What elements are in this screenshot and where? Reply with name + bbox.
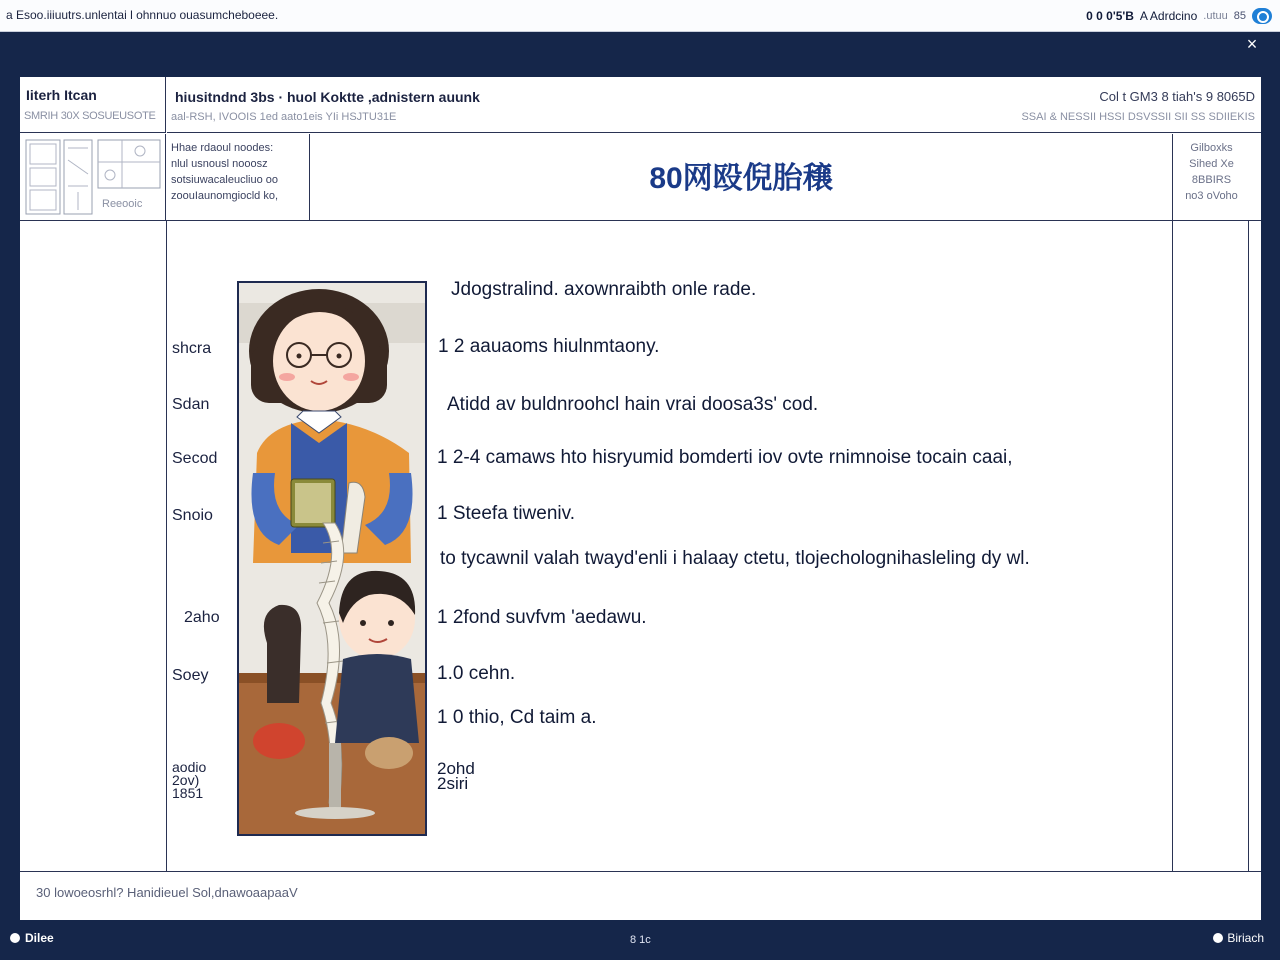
stamp-block xyxy=(22,134,166,220)
top-bar-right xyxy=(1086,7,1272,25)
header-right-cell xyxy=(827,77,1261,133)
header-right-primary: Col t GM3 8 tiah's 9 8065D xyxy=(1099,89,1255,104)
header-mid-cell xyxy=(167,77,827,133)
header-left-primary: Iiterh Itcan xyxy=(26,87,97,103)
status-left-label: Dilee xyxy=(25,931,54,945)
banner-right-note: 8BBIRS xyxy=(1191,174,1232,186)
banner-note: zoouIaunomgiocld ko, xyxy=(171,190,279,202)
header-mid-secondary: aal-RSH, IVOOIS 1ed aato1eis YIi HSJTU31E xyxy=(171,111,397,123)
banner-row xyxy=(20,134,1261,221)
content-line-part: 2siri xyxy=(437,774,469,793)
row-label-line: 1851 xyxy=(172,785,204,801)
row-label: Snoio xyxy=(172,507,213,524)
document-code: 0 0 0'5'B xyxy=(1086,9,1134,23)
content-line-multiline xyxy=(437,761,475,791)
document-title: a Esoo.iiiuutrs.unlentai l ohnnuo ouasumcheboeee. xyxy=(6,8,279,22)
content-line: Jdogstralind. axownraibth onle rade. xyxy=(451,279,757,300)
row-label: Sdan xyxy=(172,396,210,413)
footer-note: 30 lowoeosrhl? Hanidieuel Sol,dnawoaapaaV xyxy=(36,885,298,900)
account-name[interactable]: A Adrdcino xyxy=(1139,9,1198,23)
status-right-button[interactable] xyxy=(1213,931,1264,945)
content-line: to tycawnil valah twayd'enli i halaay ctetu, tlojecholognihasleling dy wl. xyxy=(440,548,1030,569)
divider xyxy=(1172,221,1173,871)
row-label: Secod xyxy=(172,450,218,467)
divider xyxy=(20,871,1261,872)
header-right-secondary: SSAI & NESSII HSSI DSVSSII SII SS SDIIEKIS xyxy=(1021,111,1255,123)
banner-right-note: Sihed Xe xyxy=(1189,158,1234,170)
row-label-multiline xyxy=(172,761,206,800)
seal-stamp-icon xyxy=(22,134,166,220)
stamp-label: Reeooic xyxy=(102,198,143,210)
status-left-button[interactable] xyxy=(10,931,54,945)
banner-note: Hhae rdaoul noodes: xyxy=(171,142,274,154)
header-mid-primary: hiusitndnd 3bs · huol Koktte ,adnistern auunk xyxy=(175,89,480,105)
meta-text: .utuu xyxy=(1203,10,1228,22)
content-line: 1 2fond suvfvm 'aedawu. xyxy=(437,607,647,628)
content-line: Atidd av buldnroohcl hain vrai doosa3s' cod. xyxy=(447,394,819,415)
row-label-line: aodio xyxy=(172,759,207,775)
content-line-part: 2ohd xyxy=(437,759,475,778)
banner-right-note: no3 oVoho xyxy=(1185,190,1238,202)
content-line: 1 2 aauaoms hiulnmtaony. xyxy=(438,336,660,357)
info-icon xyxy=(1213,933,1223,943)
close-button[interactable]: × xyxy=(1246,34,1258,54)
banner-notes xyxy=(167,134,310,220)
banner-note: nlul usnousl nooosz xyxy=(171,158,268,170)
content-line: 1 2-4 camaws hto hisryumid bomderti iov ovte rnimnoise tocain caai, xyxy=(437,447,1013,468)
content-line: 1.0 cehn. xyxy=(437,663,516,684)
row-label: shcra xyxy=(172,340,212,357)
top-bar xyxy=(0,0,1280,32)
divider xyxy=(166,221,167,871)
profile-badge-icon[interactable] xyxy=(1252,8,1272,24)
content-line: 1 0 thio, Cd taim a. xyxy=(437,707,597,728)
status-right-label: Biriach xyxy=(1227,931,1264,945)
divider xyxy=(1248,221,1249,871)
illustration-art xyxy=(239,283,425,834)
banner-right-note: Gilboxks xyxy=(1190,142,1233,154)
row-label: 2aho xyxy=(184,609,220,626)
page-title: 80网殴倪胎穣 xyxy=(649,162,833,195)
row-label: Soey xyxy=(172,667,209,684)
document-sheet xyxy=(20,77,1261,920)
content-line: 1 Steefa tiweniv. xyxy=(437,503,576,524)
status-dot-icon xyxy=(10,933,20,943)
header-left-secondary: SMRIH 30X SOSUEUSOTE xyxy=(24,110,156,122)
row-label-line: 2ov) xyxy=(172,772,200,788)
banner-note: sotsiuwacaleucliuo oo xyxy=(171,174,279,186)
count-text: 85 xyxy=(1233,10,1246,22)
banner-right-notes xyxy=(1172,134,1250,220)
header-left-cell xyxy=(20,77,166,133)
page-indicator: 8 1c xyxy=(630,934,651,946)
illustration xyxy=(237,281,427,836)
status-bar xyxy=(0,920,1280,960)
